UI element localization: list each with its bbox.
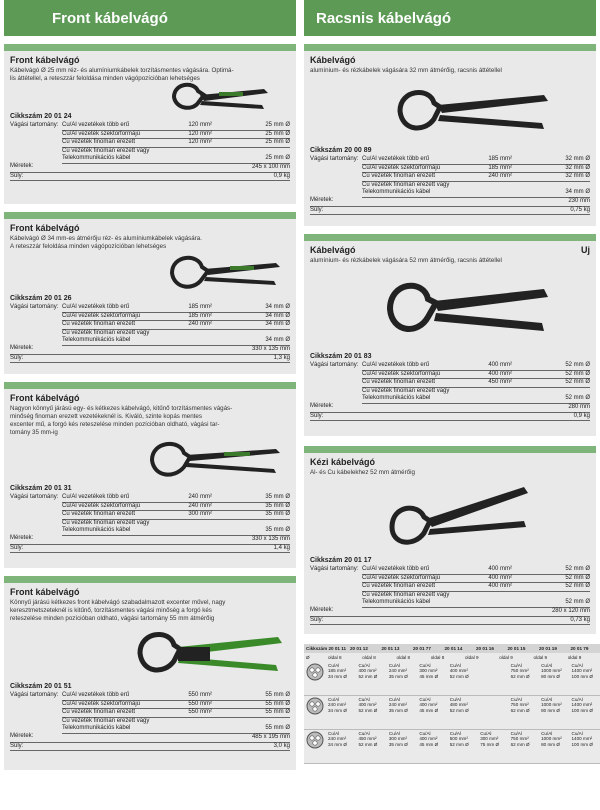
panel-description: Nagyon könnyű járású egy- és kétkezes kábelvágó, kitűnő torzításmentes vágás- minőség finoman erezett vezetékeknél is. Kiváló, szinte kopás mentes excenter mű, a forgó kés reteszelése minden pozícióban oldható, vágási tar- tomány 35 mm-ig <box>10 405 233 436</box>
tool-image <box>304 477 596 557</box>
panel-description: alumínium- és rézkábelek vágására 32 mm átmérőig, racsnis áttétellel <box>310 67 502 74</box>
panel-title: Kézi kábelvágó <box>310 457 376 467</box>
comparison-header: Cikkszám 20 01 11 20 01 12 20 01 13 20 01 77 20 01 14 20 01 16 20 01 15 20 01 19 20 01 79 <box>304 644 600 653</box>
product-panel-200089 <box>304 44 596 226</box>
product-panel-200117 <box>304 446 596 634</box>
comparison-cell: Cu/Al 1400 mm² 100 mm Ø <box>571 663 593 679</box>
tool-image <box>4 437 296 485</box>
left-column-header: Front kábelvágó <box>4 0 296 36</box>
product-panel-200151 <box>4 576 296 770</box>
spec-table: Vágási tartomány: Cu/Al vezetékek több erű 120 mm² 25 mm Ø Cu/Al vezeték szektorformájú 120 mm² 25 mm Ø Cu vezeték finoman erezett 120 mm² 25 mm Ø Cu vezeték finoman erezett vagy Telekommunikációs kábel 25 mm Ø Méretek: 245 x 100 mm Súly: 0,9 kg <box>10 122 290 181</box>
new-badge: Uj <box>581 245 590 255</box>
comparison-table <box>304 644 600 764</box>
cable-cutter-icon <box>164 251 284 295</box>
comparison-cell: Cu/Al 300 mm² 35 mm Ø <box>388 731 408 747</box>
product-panel-200131 <box>4 382 296 568</box>
article-number: Cikkszám 20 01 17 <box>310 557 372 564</box>
product-panel-200124 <box>4 44 296 204</box>
cable-cutter-icon <box>134 625 284 681</box>
ratchet-cutter-icon <box>394 81 554 141</box>
article-number: Cikkszám 20 01 26 <box>10 295 72 302</box>
comparison-cell: Cu/Al 1000 mm² 80 mm Ø <box>541 697 562 713</box>
article-number: Cikkszám 20 01 24 <box>10 113 72 120</box>
panel-description: Kábelvágó Ø 25 mm réz- és alumíniumkábelek torzításmentes vágására. Optimá- lis áttétellel, a reteszzár feloldása minden vágópozícióban lehetséges <box>10 67 234 82</box>
tool-image <box>4 623 296 683</box>
spec-table: Vágási tartomány: Cu/Al vezetékek több erű 400 mm² 52 mm Ø Cu/Al vezeték szektorformájú 400 mm² 52 mm Ø Cu vezeték finoman erezett 450 mm² 52 mm Ø Cu vezeték finoman erezett vagy Telekommunikációs kábel 52 mm Ø Méretek: 280 mm Súly: 0,9 kg <box>310 362 590 421</box>
product-panel-200183 <box>304 234 596 436</box>
cable-cutter-icon <box>144 435 284 485</box>
cable-cross-section-icon-3 <box>304 730 326 763</box>
panel-title: Front kábelvágó <box>10 393 80 403</box>
comparison-cell: Cu/Al 750 mm² 62 mm Ø <box>510 697 530 713</box>
article-number: Cikkszám 20 01 83 <box>310 353 372 360</box>
comparison-cell: Cu/Al 750 mm² 62 mm Ø <box>510 663 530 679</box>
tool-image <box>4 251 296 295</box>
tool-image <box>304 265 596 353</box>
comparison-cell: Cu/Al 400 mm² 45 mm Ø <box>419 697 439 713</box>
spec-table: Vágási tartomány: Cu/Al vezetékek több erű 400 mm² 52 mm Ø Cu/Al vezeték szektorformájú 400 mm² 52 mm Ø Cu vezeték finoman erezett 400 mm² 52 mm Ø Cu vezeték finoman erezett vagy Telekommunikációs kábel 52 mm Ø Méretek: 280 x 120 mm Súly: 0,73 kg <box>310 566 590 625</box>
comparison-cell: Cu/Al 1000 mm² 80 mm Ø <box>541 731 562 747</box>
comparison-cell: Cu/Al 400 mm² 52 mm Ø <box>358 663 378 679</box>
comparison-cell: Cu/Al 1400 mm² 100 mm Ø <box>571 697 593 713</box>
spec-table: Vágási tartomány: Cu/Al vezetékek több erű 185 mm² 32 mm Ø Cu/Al vezeték szektorformájú 185 mm² 32 mm Ø Cu vezeték finoman erezett 240 mm² 32 mm Ø Cu vezeték finoman erezett vagy Telekommunikációs kábel 34 mm Ø Méretek: 230 mm Súly: 0,75 kg <box>310 156 590 215</box>
comparison-row <box>304 662 600 696</box>
cable-cross-section-icon-2 <box>304 696 326 729</box>
spec-table: Vágási tartomány: Cu/Al vezetékek több erű 550 mm² 55 mm Ø Cu/Al vezeték szektorformájú 550 mm² 55 mm Ø Cu vezeték finoman erezett 550 mm² 55 mm Ø Cu vezeték finoman erezett vagy Telekommunikációs kábel 55 mm Ø Méretek: 485 x 195 mm Súly: 3,0 kg <box>10 692 290 751</box>
article-number: Cikkszám 20 01 31 <box>10 485 72 492</box>
hand-cutter-icon <box>384 481 534 557</box>
panel-description: Kábelvágó Ø 34 mm-es átmérőju réz- és alumíniumkábelek vágására. A reteszzár feloldása minden vágópozícióban lehetséges <box>10 235 202 250</box>
product-panel-200126 <box>4 212 296 374</box>
article-number: Cikkszám 20 01 51 <box>10 683 72 690</box>
spec-table: Vágási tartomány: Cu/Al vezetékek több erű 240 mm² 35 mm Ø Cu/Al vezeték szektorformájú 240 mm² 35 mm Ø Cu vezeték finoman erezett 300 mm² 35 mm Ø Cu vezeték finoman erezett vagy Telekommunikációs kábel 35 mm Ø Méretek: 330 x 135 mm Súly: 1,4 kg <box>10 494 290 553</box>
comparison-cell: Cu/Al 400 mm² 45 mm Ø <box>419 731 439 747</box>
panel-title: Front kábelvágó <box>10 223 80 233</box>
panel-title: Kábelvágó <box>310 55 356 65</box>
article-number: Cikkszám 20 00 89 <box>310 147 372 154</box>
panel-description: Könnyű járású kétkezes front kábelvágó szabadalmazott excenter művel, nagy keresztmetszeteknél is kitűnő, torzításmentes vágási minőség a forgó kés reteszelése minden pozícióban oldható, vágási tartomány 55 mm átmérőig <box>10 599 226 622</box>
comparison-cell: Cu/Al 240 mm² 34 mm Ø <box>328 697 347 713</box>
left-column <box>4 0 296 749</box>
tool-image <box>4 83 296 113</box>
spec-table: Vágási tartomány: Cu/Al vezetékek több erű 185 mm² 34 mm Ø Cu/Al vezeték szektorformájú 185 mm² 34 mm Ø Cu vezeték finoman erezett 240 mm² 34 mm Ø Cu vezeték finoman erezett vagy Telekommunikációs kábel 34 mm Ø Méretek: 330 x 135 mm Súly: 1,3 kg <box>10 304 290 363</box>
panel-description: alumínium- és rézkábelek vágására 52 mm átmérőig, racsnis áttétellel <box>310 257 502 264</box>
comparison-cell: Cu/Al 450 mm² 52 mm Ø <box>358 731 378 747</box>
panel-description: Al- és Cu kábelekhez 52 mm átmérőig <box>310 469 415 476</box>
right-column <box>304 0 596 747</box>
comparison-row <box>304 730 600 764</box>
panel-title: Front kábelvágó <box>10 587 80 597</box>
comparison-rows <box>304 662 600 764</box>
comparison-cell: Cu/Al 300 mm² 45 mm Ø <box>419 663 439 679</box>
right-column-header: Racsnis kábelvágó <box>304 0 596 36</box>
comparison-cell: Cu/Al 480 mm² 52 mm Ø <box>449 697 469 713</box>
comparison-cell: Cu/Al 240 mm² 34 mm Ø <box>328 731 347 747</box>
comparison-cell: Cu/Al 500 mm² 52 mm Ø <box>449 731 469 747</box>
cable-cross-section-icon-1 <box>304 662 326 695</box>
comparison-cell: Cu/Al 750 mm² 62 mm Ø <box>510 731 530 747</box>
comparison-cell: Cu/Al 185 mm² 34 mm Ø <box>328 663 347 679</box>
comparison-cell: Cu/Al 400 mm² 52 mm Ø <box>449 663 469 679</box>
comparison-cell <box>478 662 508 695</box>
comparison-cell: Cu/Al 1400 mm² 100 mm Ø <box>571 731 593 747</box>
comparison-cell: Cu/Al 300 mm² 75 mm Ø <box>480 731 500 747</box>
ratchet-cutter-icon <box>384 271 554 347</box>
comparison-cell: Cu/Al 240 mm² 35 mm Ø <box>388 697 408 713</box>
comparison-cell: Cu/Al 240 mm² 35 mm Ø <box>388 663 408 679</box>
comparison-row <box>304 696 600 730</box>
comparison-subheader: Ø oldal 8 oldal 8 oldal 8 oldal 8 oldal 9 oldal 9 oldal 9 oldal 9 <box>306 655 582 660</box>
comparison-cell <box>478 696 508 729</box>
cable-cutter-icon <box>164 77 274 117</box>
comparison-cell: Cu/Al 400 mm² 52 mm Ø <box>358 697 378 713</box>
comparison-cell: Cu/Al 1000 mm² 80 mm Ø <box>541 663 562 679</box>
panel-title: Front kábelvágó <box>10 55 80 65</box>
tool-image <box>304 75 596 147</box>
panel-title: Kábelvágó Uj <box>310 245 590 255</box>
